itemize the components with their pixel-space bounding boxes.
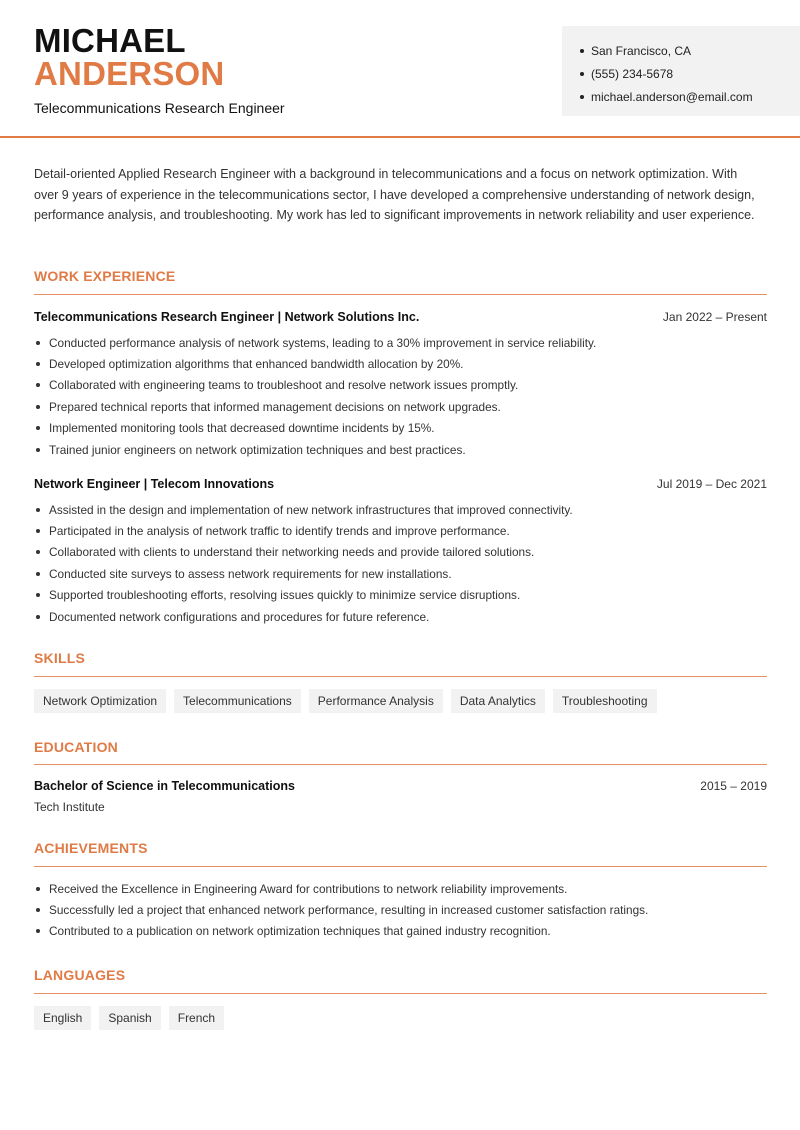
job-bullets-1: [34, 332, 767, 460]
skill-chip: Performance Analysis: [309, 689, 443, 713]
summary-paragraph: Detail-oriented Applied Research Engineer with a background in telecommunications and a focus on network optimization. With over 9 years of experience in the telecommunications sector, I have developed a comprehensive understanding of network design, performance analysis, and troubleshooting. My work has led to significant improvements in network reliability and user experience.: [34, 167, 755, 223]
job-title: Telecommunications Research Engineer: [34, 100, 285, 116]
bullet-text: Assisted in the design and implementation of new network infrastructures that improved connectivity.: [49, 502, 573, 517]
bullet-text: Participated in the analysis of network traffic to identify trends and improve performance.: [49, 524, 510, 539]
bullet-icon: [36, 529, 40, 533]
education-header: [34, 779, 767, 793]
skills-list: [34, 689, 657, 713]
bullet-text: Received the Excellence in Engineering Award for contributions to network reliability improvements.: [49, 881, 568, 896]
job-header-1: [34, 310, 767, 324]
language-chip: English: [34, 1006, 91, 1030]
skill-chip: Data Analytics: [451, 689, 545, 713]
achievements-list: [34, 878, 767, 942]
list-item: [34, 921, 767, 942]
section-title-education: EDUCATION: [34, 739, 118, 755]
contact-location: [580, 39, 800, 62]
skill-chip: Troubleshooting: [553, 689, 657, 713]
bullet-icon: [36, 405, 40, 409]
contact-phone: [580, 62, 800, 85]
contact-box: [562, 26, 800, 116]
last-name: ANDERSON: [34, 55, 225, 92]
list-item: [34, 606, 767, 627]
list-item: [34, 396, 767, 417]
job-role: Telecommunications Research Engineer | Network Solutions Inc.: [34, 310, 420, 324]
list-item: [34, 332, 767, 353]
job-dates: Jan 2022 – Present: [662, 310, 767, 324]
bullet-icon: [36, 426, 40, 430]
bullet-icon: [580, 95, 584, 99]
bullet-text: Documented network configurations and procedures for future reference.: [49, 609, 430, 624]
skill-chip: Telecommunications: [174, 689, 301, 713]
bullet-icon: [36, 383, 40, 387]
section-divider: [34, 294, 767, 295]
list-item: [34, 878, 767, 899]
list-item: [34, 375, 767, 396]
list-item: [34, 542, 767, 563]
list-item: [34, 418, 767, 439]
bullet-icon: [36, 550, 40, 554]
bullet-text: Conducted performance analysis of network systems, leading to a 30% improvement in service reliability.: [49, 335, 597, 350]
bullet-text: Successfully led a project that enhanced network performance, resulting in increased customer satisfaction ratings.: [49, 903, 649, 918]
bullet-text: Developed optimization algorithms that enhanced bandwidth allocation by 20%.: [49, 357, 464, 372]
bullet-text: Supported troubleshooting efforts, resolving issues quickly to minimize service disruptions.: [49, 588, 521, 603]
job-dates: Jul 2019 – Dec 2021: [656, 477, 767, 491]
list-item: [34, 563, 767, 584]
phone-text: (555) 234-5678: [591, 66, 674, 81]
job-header-2: [34, 477, 767, 491]
bullet-icon: [36, 572, 40, 576]
bullet-icon: [36, 929, 40, 933]
first-name: MICHAEL: [34, 22, 186, 59]
section-title-skills: SKILLS: [34, 650, 85, 666]
section-title-achievements: ACHIEVEMENTS: [34, 840, 148, 856]
email-text[interactable]: michael.anderson@email.com: [591, 90, 753, 105]
section-divider: [34, 866, 767, 867]
bullet-icon: [36, 908, 40, 912]
list-item: [34, 520, 767, 541]
bullet-icon: [36, 615, 40, 619]
section-title-languages: LANGUAGES: [34, 967, 126, 983]
bullet-icon: [36, 448, 40, 452]
list-item: [34, 353, 767, 374]
list-item: [34, 899, 767, 920]
bullet-text: Contributed to a publication on network optimization techniques that gained industry recognition.: [49, 924, 551, 939]
job-role: Network Engineer | Telecom Innovations: [34, 477, 275, 491]
bullet-text: Collaborated with clients to understand their networking needs and provide tailored solutions.: [49, 545, 535, 560]
education-dates: 2015 – 2019: [700, 779, 767, 793]
list-item: [34, 585, 767, 606]
section-divider: [34, 676, 767, 677]
section-title-work: WORK EXPERIENCE: [34, 268, 176, 284]
bullet-text: Collaborated with engineering teams to troubleshoot and resolve network issues promptly.: [49, 378, 519, 393]
bullet-icon: [36, 341, 40, 345]
list-item: [34, 499, 767, 520]
bullet-icon: [36, 508, 40, 512]
resume-header: [0, 0, 800, 138]
section-divider: [34, 764, 767, 765]
bullet-text: Prepared technical reports that informed management decisions on network upgrades.: [49, 399, 501, 414]
bullet-icon: [36, 887, 40, 891]
location-text: San Francisco, CA: [591, 43, 692, 58]
language-chip: French: [169, 1006, 224, 1030]
bullet-icon: [580, 72, 584, 76]
bullet-icon: [580, 49, 584, 53]
language-chip: Spanish: [99, 1006, 160, 1030]
skill-chip: Network Optimization: [34, 689, 166, 713]
degree-name: Bachelor of Science in Telecommunications: [34, 779, 295, 793]
job-bullets-2: [34, 499, 767, 627]
bullet-text: Conducted site surveys to assess network requirements for new installations.: [49, 566, 452, 581]
bullet-icon: [36, 593, 40, 597]
bullet-icon: [36, 362, 40, 366]
bullet-text: Trained junior engineers on network optimization techniques and best practices.: [49, 442, 466, 457]
school-name: Tech Institute: [34, 800, 105, 814]
contact-email[interactable]: [580, 86, 800, 109]
section-divider: [34, 993, 767, 994]
bullet-text: Implemented monitoring tools that decreased downtime incidents by 15%.: [49, 421, 435, 436]
languages-list: [34, 1006, 224, 1030]
list-item: [34, 439, 767, 460]
